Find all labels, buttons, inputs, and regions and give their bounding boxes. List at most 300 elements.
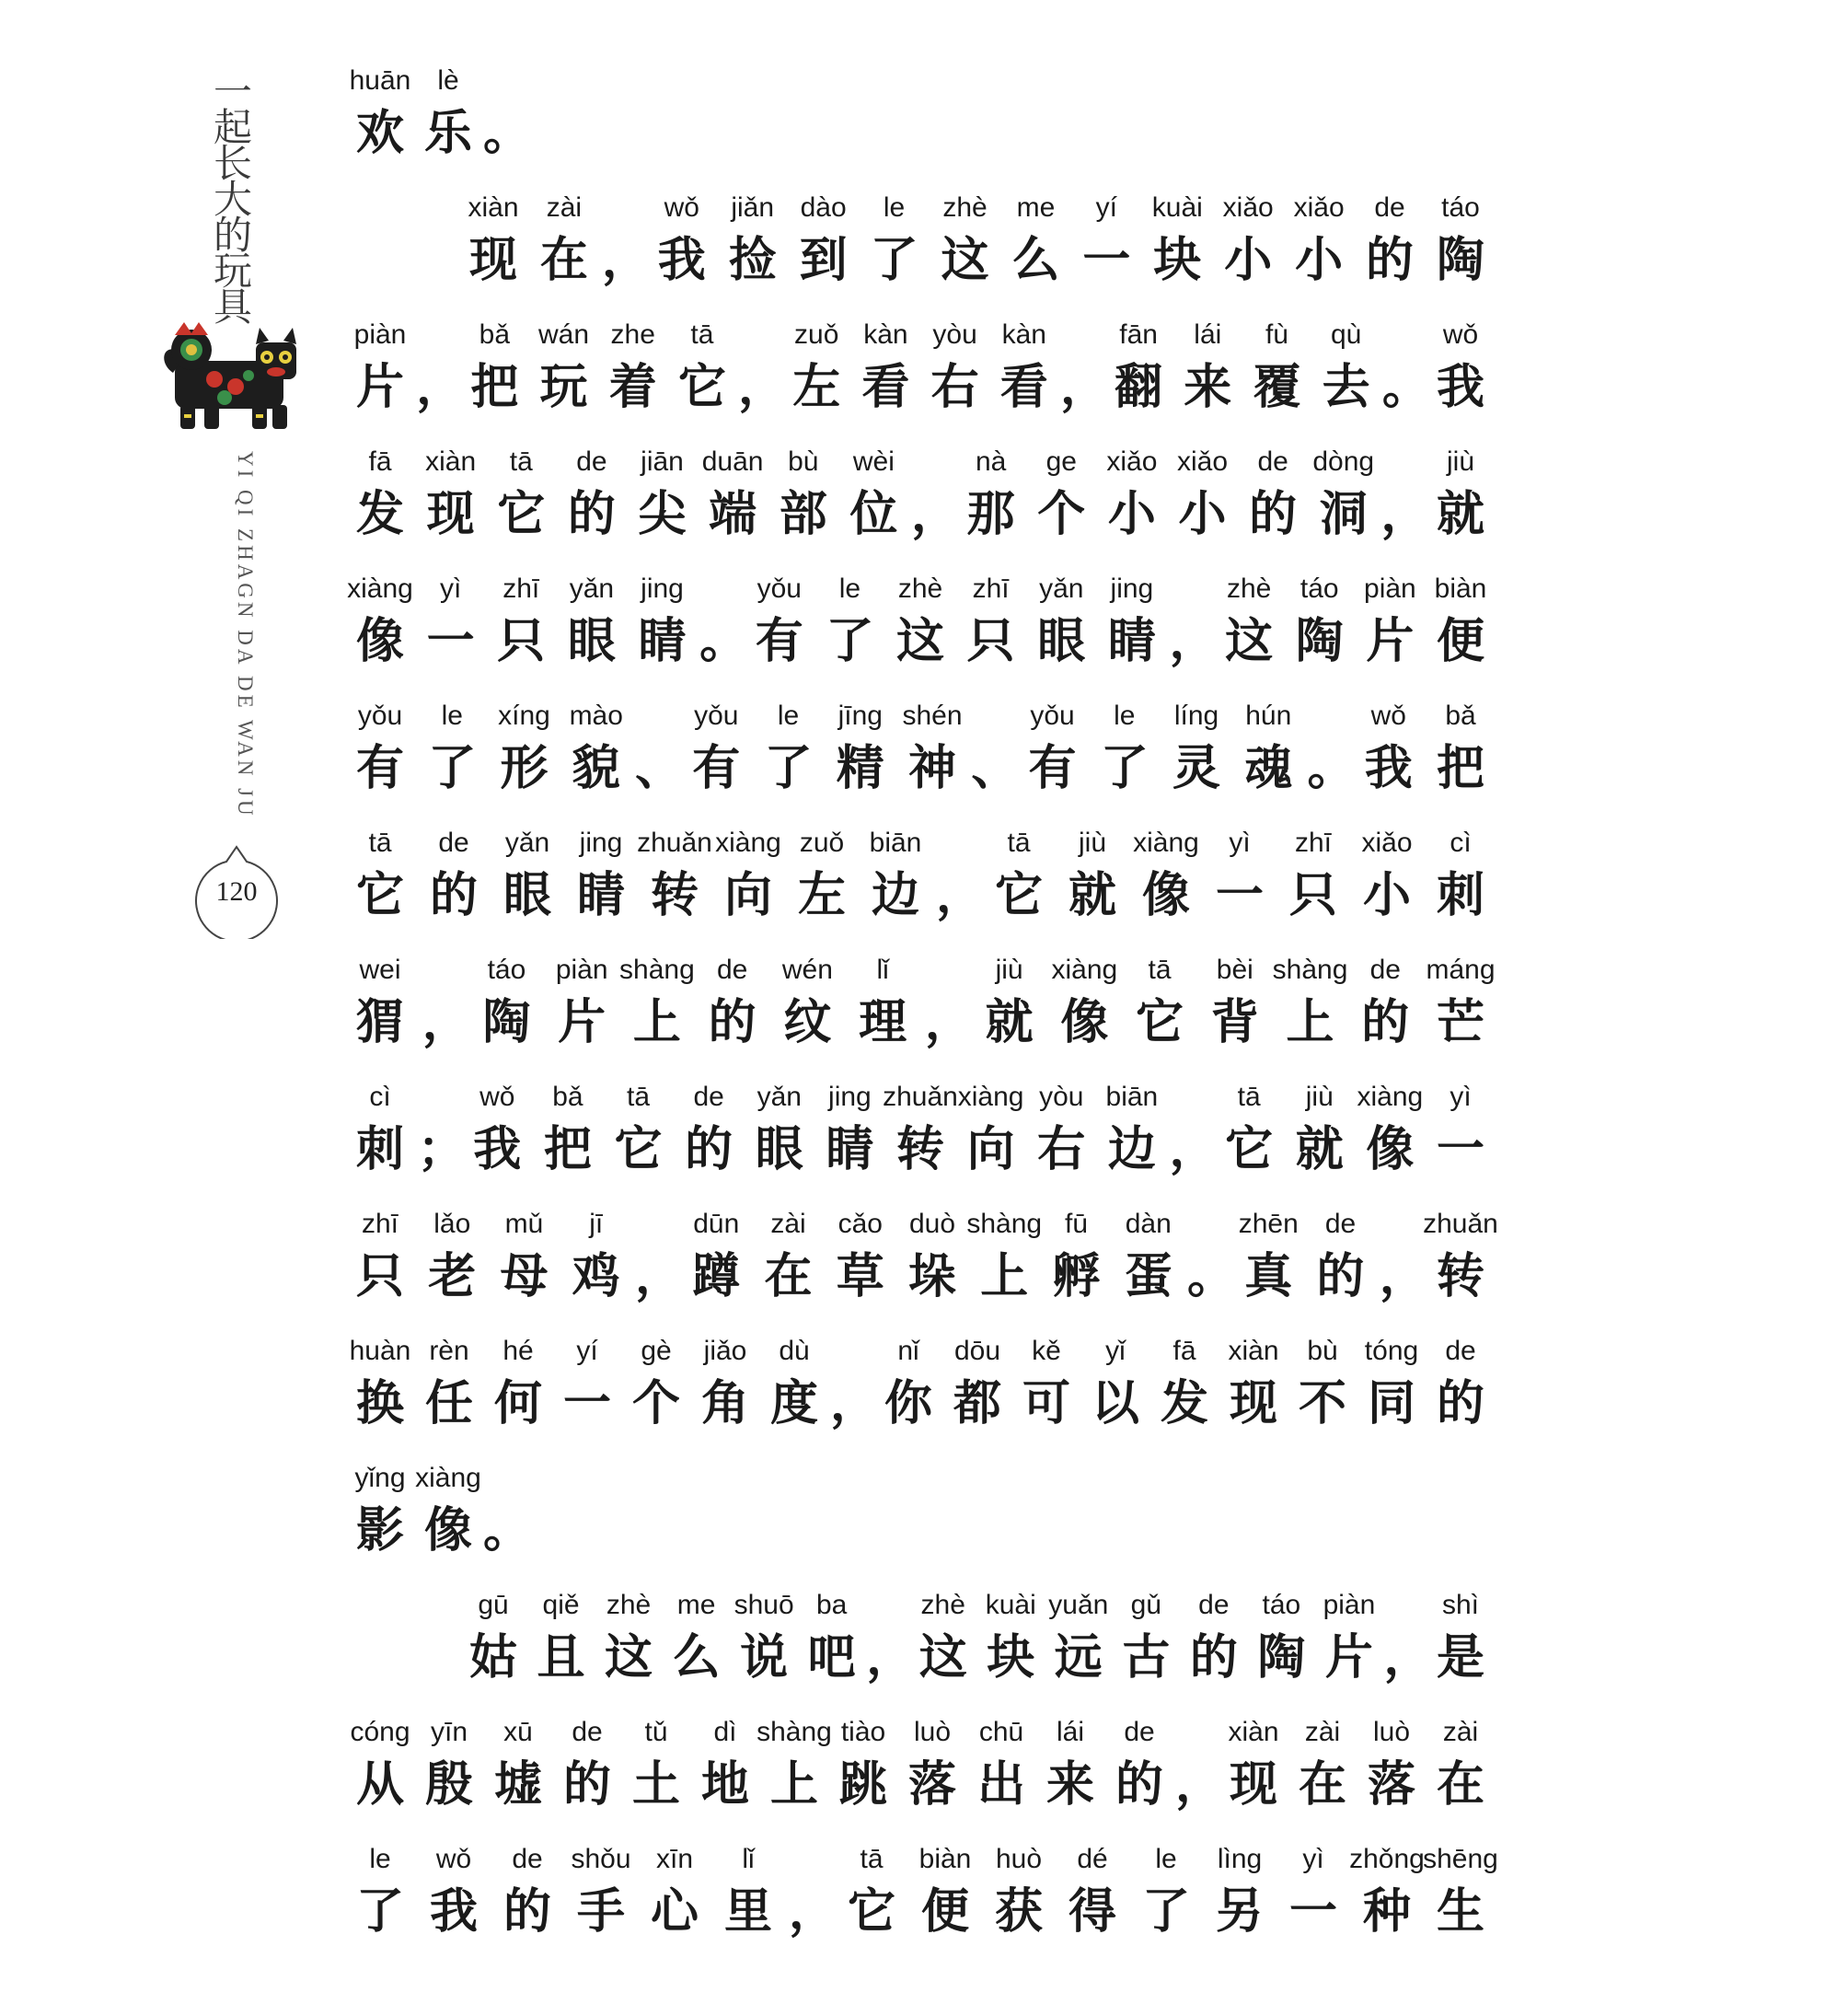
hanzi-character: 么	[672, 1630, 721, 1685]
pinyin-syllable: xiǎo	[1293, 192, 1345, 223]
hanzi-character: 发	[1160, 1376, 1209, 1431]
pinyin-syllable: yí	[1095, 192, 1118, 223]
text-line	[349, 1333, 1496, 1460]
punctuation-mark: ，	[911, 487, 960, 542]
pinyin-syllable: líng	[1173, 701, 1219, 731]
pinyin-syllable: fù	[1265, 319, 1288, 350]
pinyin-syllable: bù	[1307, 1336, 1338, 1366]
pinyin-syllable: shàng	[757, 1717, 832, 1747]
hanzi-character: 睛	[638, 614, 687, 669]
page-number-badge	[193, 828, 280, 944]
pinyin-syllable: kuài	[985, 1590, 1036, 1620]
pinyin-syllable: nǐ	[897, 1336, 919, 1366]
pinyin-syllable: dūn	[693, 1209, 740, 1239]
hanzi-character: 出	[976, 1757, 1026, 1813]
pinyin-syllable: luò	[913, 1717, 952, 1747]
pinyin-syllable: jing	[1110, 573, 1154, 604]
hanzi-character: 个	[631, 1376, 681, 1431]
page-number: 120	[215, 876, 258, 907]
pinyin-syllable: lǎo	[433, 1209, 471, 1239]
hanzi-character: 殷	[424, 1757, 474, 1813]
pinyin-syllable: bèi	[1216, 955, 1253, 985]
book-title-vertical: 一起长大的玩具	[213, 69, 252, 330]
pinyin-syllable: wǒ	[1442, 319, 1479, 350]
pinyin-syllable: yǎn	[569, 573, 615, 604]
punctuation-mark: ，	[601, 233, 650, 288]
hanzi-character: 且	[537, 1630, 585, 1685]
pinyin-syllable: tā	[1007, 828, 1031, 858]
hanzi-row	[354, 1118, 1496, 1182]
pinyin-syllable: xiàn	[1228, 1336, 1279, 1366]
hanzi-character: 角	[700, 1376, 750, 1431]
pinyin-syllable: jing	[828, 1082, 872, 1112]
pinyin-syllable: dì	[713, 1717, 737, 1747]
punctuation-mark: ；	[417, 1122, 466, 1177]
pinyin-syllable: wei	[359, 955, 401, 985]
pinyin-syllable: táo	[1441, 192, 1480, 223]
hanzi-character: 有	[1028, 741, 1077, 796]
pinyin-syllable: ge	[1045, 446, 1077, 477]
punctuation-mark: ，	[936, 868, 985, 923]
pinyin-syllable: jiù	[1305, 1082, 1334, 1112]
pinyin-syllable: shēng	[1423, 1844, 1498, 1874]
hanzi-character: 片	[1366, 614, 1415, 669]
punctuation-mark: ，	[416, 360, 465, 415]
hanzi-character: 了	[826, 614, 874, 669]
pinyin-syllable: shuō	[733, 1590, 794, 1620]
hanzi-character: 尖	[638, 487, 687, 542]
book-title-romanized: YI QI ZHAGN DA DE WAN JU	[234, 451, 257, 819]
hanzi-row	[354, 863, 1496, 928]
pinyin-syllable: zhè	[942, 192, 988, 223]
hanzi-character: 背	[1210, 995, 1259, 1050]
pinyin-syllable: jīng	[837, 701, 883, 731]
pinyin-syllable: bǎ	[479, 319, 511, 350]
hanzi-character: 陶	[1295, 614, 1344, 669]
hanzi-character: 影	[355, 1503, 405, 1558]
hanzi-character: 一	[1082, 233, 1131, 288]
hanzi-character: 的	[1115, 1757, 1164, 1813]
pinyin-syllable: bǎ	[552, 1082, 583, 1112]
pinyin-syllable: táo	[487, 955, 526, 985]
pinyin-syllable: de	[438, 828, 469, 858]
pinyin-syllable: xiàng	[957, 1082, 1024, 1112]
pinyin-syllable: xiàng	[715, 828, 781, 858]
hanzi-character: 魂	[1244, 741, 1293, 796]
pinyin-syllable: nà	[975, 446, 1007, 477]
hanzi-character: 在	[539, 233, 588, 288]
hanzi-character: 不	[1298, 1376, 1347, 1431]
hanzi-character: 远	[1054, 1630, 1103, 1685]
pinyin-syllable: kuài	[1151, 192, 1203, 223]
pinyin-syllable: tóng	[1364, 1336, 1419, 1366]
punctuation-mark: ，	[422, 995, 470, 1050]
pinyin-syllable: tā	[860, 1844, 884, 1874]
pinyin-syllable: yì	[1450, 1082, 1472, 1112]
hanzi-character: 的	[562, 1757, 612, 1813]
pinyin-syllable: zhè	[920, 1590, 965, 1620]
hanzi-character: 现	[1229, 1757, 1278, 1813]
punctuation-mark: 、	[971, 741, 1020, 796]
hanzi-row	[354, 355, 1496, 420]
hanzi-character: 种	[1362, 1884, 1412, 1940]
pinyin-syllable: hún	[1245, 701, 1292, 731]
hanzi-character: 了	[764, 741, 813, 796]
hanzi-character: 边	[1107, 1122, 1156, 1177]
hanzi-character: 说	[740, 1630, 789, 1685]
hanzi-character: 便	[920, 1884, 970, 1940]
pinyin-syllable: dòng	[1312, 446, 1375, 477]
pinyin-syllable: tā	[1148, 955, 1172, 985]
pinyin-syllable: le	[883, 192, 906, 223]
hanzi-character: 都	[953, 1376, 1002, 1431]
hanzi-character: 姑	[468, 1630, 518, 1685]
pinyin-syllable: yǒu	[757, 573, 802, 604]
pinyin-syllable: kě	[1032, 1336, 1061, 1366]
pinyin-syllable: me	[676, 1590, 716, 1620]
pinyin-syllable: zhī	[361, 1209, 399, 1239]
hanzi-row	[354, 482, 1496, 547]
pinyin-syllable: yīn	[430, 1717, 468, 1747]
hanzi-character: 另	[1215, 1884, 1265, 1940]
hanzi-character: 一	[1215, 868, 1265, 923]
pinyin-syllable: lǐ	[742, 1844, 755, 1874]
pinyin-syllable: wén	[781, 955, 833, 985]
punctuation-mark: ，	[1383, 1630, 1432, 1685]
pinyin-syllable: kàn	[1001, 319, 1046, 350]
hanzi-character: 它	[847, 1884, 896, 1940]
hanzi-character: 去	[1322, 360, 1370, 415]
pinyin-syllable: mǔ	[504, 1209, 544, 1239]
hanzi-character: 的	[1249, 487, 1298, 542]
hanzi-character: 形	[500, 741, 549, 796]
hanzi-character: 欢	[355, 106, 405, 161]
hanzi-character: 左	[792, 360, 841, 415]
hanzi-row	[354, 1880, 1496, 1944]
pinyin-syllable: hé	[502, 1336, 534, 1366]
pinyin-syllable: yǐ	[1105, 1336, 1126, 1366]
pinyin-row	[354, 952, 1496, 989]
hanzi-character: 小	[1107, 487, 1156, 542]
hanzi-character: 转	[1436, 1249, 1485, 1304]
hanzi-character: 洞	[1319, 487, 1368, 542]
hanzi-character: 手	[576, 1884, 626, 1940]
pinyin-syllable: xū	[503, 1717, 533, 1747]
hanzi-character: 母	[500, 1249, 549, 1304]
hanzi-character: 蛋	[1124, 1249, 1172, 1304]
pinyin-syllable: cì	[1450, 828, 1472, 858]
hanzi-character: 眼	[567, 614, 616, 669]
pinyin-syllable: kàn	[863, 319, 908, 350]
text-line	[354, 952, 1496, 1079]
hanzi-character: 眼	[1037, 614, 1086, 669]
punctuation-mark: ，	[789, 1884, 837, 1940]
pinyin-syllable: gǔ	[1130, 1590, 1162, 1620]
hanzi-character: 蹲	[692, 1249, 741, 1304]
hanzi-character: 像	[355, 614, 405, 669]
pinyin-syllable: xiàng	[347, 573, 413, 604]
text-line	[354, 1841, 1496, 1968]
hanzi-row	[354, 101, 1496, 166]
pinyin-syllable: duò	[908, 1209, 956, 1239]
punctuation-mark: 。	[1381, 360, 1430, 415]
hanzi-character: 的	[502, 1884, 552, 1940]
hanzi-character: 刺	[1436, 868, 1485, 923]
text-line	[349, 63, 1496, 190]
hanzi-character: 有	[355, 741, 405, 796]
hanzi-character: 理	[859, 995, 907, 1050]
pinyin-syllable: xiàn	[425, 446, 477, 477]
hanzi-character: 我	[1364, 741, 1413, 796]
pinyin-syllable: gū	[478, 1590, 509, 1620]
pinyin-syllable: biān	[869, 828, 922, 858]
hanzi-character: 的	[429, 868, 479, 923]
hanzi-character: 它	[994, 868, 1044, 923]
hanzi-character: 现	[468, 233, 518, 288]
punctuation-mark: 。	[1187, 1249, 1236, 1304]
hanzi-character: 捡	[728, 233, 777, 288]
pinyin-syllable: shǒu	[571, 1844, 631, 1874]
hanzi-character: 猬	[355, 995, 405, 1050]
hanzi-character: 小	[1224, 233, 1273, 288]
hanzi-character: 左	[797, 868, 847, 923]
pinyin-syllable: zhī	[1294, 828, 1333, 858]
pinyin-syllable: zài	[546, 192, 583, 223]
hanzi-character: 貌	[572, 741, 620, 796]
story-text	[347, 0, 1498, 2004]
pinyin-syllable: xiàng	[1051, 955, 1118, 985]
hanzi-character: 小	[1295, 233, 1344, 288]
pinyin-syllable: zhè	[606, 1590, 652, 1620]
text-line	[354, 1587, 1496, 1714]
hanzi-character: 的	[1366, 233, 1415, 288]
hanzi-character: 看	[861, 360, 910, 415]
pinyin-syllable: zài	[1304, 1717, 1341, 1747]
hanzi-character: 只	[966, 614, 1015, 669]
hanzi-character: 把	[1436, 741, 1485, 796]
hanzi-character: 块	[987, 1630, 1035, 1685]
pinyin-syllable: de	[1124, 1717, 1155, 1747]
pinyin-syllable: de	[1374, 192, 1405, 223]
punctuation-mark: ，	[1169, 1122, 1218, 1177]
hanzi-character: 边	[871, 868, 920, 923]
hanzi-character: 了	[1141, 1884, 1191, 1940]
pinyin-syllable: wǒ	[664, 192, 699, 223]
pinyin-syllable: chū	[978, 1717, 1024, 1747]
hanzi-character: 落	[1367, 1757, 1416, 1813]
hanzi-character: 它	[497, 487, 546, 542]
pinyin-syllable: yǎn	[504, 828, 550, 858]
hanzi-character: 右	[1037, 1122, 1086, 1177]
hanzi-character: 把	[470, 360, 519, 415]
hanzi-character: 你	[884, 1376, 933, 1431]
pinyin-syllable: bǎ	[1445, 701, 1476, 731]
pinyin-row	[350, 1714, 1496, 1751]
pinyin-syllable: xiǎo	[1106, 446, 1158, 477]
pinyin-syllable: duān	[701, 446, 764, 477]
hanzi-row	[354, 1626, 1496, 1690]
hanzi-character: 它	[1225, 1122, 1274, 1177]
hanzi-character: 灵	[1172, 741, 1221, 796]
punctuation-mark: ，	[635, 1249, 684, 1304]
hanzi-character: 上	[1286, 995, 1334, 1050]
hanzi-character: 它	[1136, 995, 1184, 1050]
hanzi-character: 来	[1184, 360, 1232, 415]
pinyin-syllable: jiǎn	[731, 192, 775, 223]
pinyin-syllable: xíng	[498, 701, 550, 731]
pinyin-syllable: jiù	[995, 955, 1023, 985]
pinyin-syllable: de	[572, 1717, 603, 1747]
hanzi-character: 向	[966, 1122, 1015, 1177]
pinyin-row	[354, 1841, 1496, 1878]
pinyin-syllable: yǎn	[1039, 573, 1084, 604]
hanzi-character: 了	[1100, 741, 1149, 796]
text-line	[354, 317, 1496, 444]
hanzi-character: 上	[980, 1249, 1029, 1304]
text-line	[354, 1206, 1496, 1333]
pinyin-syllable: piàn	[1364, 573, 1416, 604]
pinyin-row	[354, 698, 1496, 735]
pinyin-syllable: xiàng	[1357, 1082, 1424, 1112]
hanzi-character: 向	[723, 868, 773, 923]
text-line	[354, 190, 1496, 317]
punctuation-mark: ，	[1379, 1249, 1427, 1304]
pinyin-syllable: yǒu	[357, 701, 403, 731]
pinyin-syllable: le	[1114, 701, 1136, 731]
hanzi-character: 了	[355, 1884, 405, 1940]
pinyin-syllable: xīn	[655, 1844, 694, 1874]
hanzi-character: 刺	[355, 1122, 405, 1177]
pinyin-syllable: zhè	[1226, 573, 1272, 604]
pinyin-syllable: zhēn	[1238, 1209, 1299, 1239]
hanzi-character: 像	[1366, 1122, 1415, 1177]
pinyin-syllable: de	[1257, 446, 1288, 477]
hanzi-character: 同	[1367, 1376, 1416, 1431]
pinyin-syllable: zhī	[502, 573, 540, 604]
hanzi-character: 它	[677, 360, 726, 415]
pinyin-syllable: shàng	[1272, 955, 1348, 985]
pinyin-syllable: tǔ	[644, 1717, 668, 1747]
hanzi-character: 着	[608, 360, 657, 415]
pinyin-syllable: biān	[1105, 1082, 1159, 1112]
hanzi-character: 像	[1060, 995, 1109, 1050]
pinyin-syllable: shén	[902, 701, 963, 731]
pinyin-syllable: yòu	[932, 319, 977, 350]
hanzi-character: 睛	[826, 1122, 874, 1177]
pinyin-syllable: huàn	[349, 1336, 411, 1366]
pinyin-syllable: xiàng	[1133, 828, 1199, 858]
hanzi-character: 它	[614, 1122, 663, 1177]
pinyin-syllable: yǒu	[1030, 701, 1075, 731]
hanzi-character: 落	[907, 1757, 957, 1813]
hanzi-character: 部	[779, 487, 827, 542]
pinyin-syllable: jiǎo	[703, 1336, 747, 1366]
hanzi-character: 换	[355, 1376, 405, 1431]
pinyin-row	[354, 317, 1496, 353]
pinyin-syllable: fā	[368, 446, 392, 477]
hanzi-character: 来	[1045, 1757, 1095, 1813]
hanzi-character: 获	[994, 1884, 1044, 1940]
pinyin-syllable: tā	[626, 1082, 651, 1112]
pinyin-syllable: máng	[1426, 955, 1496, 985]
pinyin-row	[349, 1333, 1496, 1370]
punctuation-mark: ，	[924, 995, 973, 1050]
pinyin-syllable: dàn	[1125, 1209, 1172, 1239]
pinyin-syllable: piàn	[555, 955, 608, 985]
hanzi-character: 在	[1298, 1757, 1347, 1813]
hanzi-character: 纹	[783, 995, 832, 1050]
punctuation-mark: ，	[866, 1630, 915, 1685]
hanzi-character: 从	[355, 1757, 405, 1813]
pinyin-syllable: xiàn	[1228, 1717, 1279, 1747]
hanzi-character: 我	[1436, 360, 1485, 415]
hanzi-character: 神	[907, 741, 957, 796]
pinyin-row	[354, 1587, 1496, 1624]
pinyin-syllable: xiàn	[468, 192, 519, 223]
hanzi-character: 片	[1324, 1630, 1373, 1685]
hanzi-character: 以	[1091, 1376, 1140, 1431]
hanzi-row	[354, 736, 1496, 801]
punctuation-mark: ，	[1175, 1757, 1224, 1813]
pinyin-syllable: dōu	[953, 1336, 1001, 1366]
pinyin-syllable: yòu	[1039, 1082, 1084, 1112]
pinyin-syllable: yí	[576, 1336, 598, 1366]
pinyin-row	[354, 825, 1496, 862]
pinyin-syllable: de	[1445, 1336, 1476, 1366]
pinyin-syllable: piàn	[353, 319, 407, 350]
hanzi-character: 这	[605, 1630, 653, 1685]
pinyin-syllable: me	[1016, 192, 1056, 223]
hanzi-character: 那	[966, 487, 1015, 542]
hanzi-character: 有	[692, 741, 741, 796]
pinyin-syllable: zhe	[610, 319, 655, 350]
pinyin-row	[349, 63, 1496, 99]
pinyin-syllable: piàn	[1322, 1590, 1376, 1620]
hanzi-character: 是	[1436, 1630, 1485, 1685]
pinyin-syllable: yì	[1229, 828, 1251, 858]
hanzi-character: 陶	[1257, 1630, 1306, 1685]
pinyin-syllable: cǎo	[837, 1209, 883, 1239]
pinyin-syllable: xiǎo	[1176, 446, 1229, 477]
pinyin-syllable: zuǒ	[799, 828, 845, 858]
pinyin-syllable: tā	[1237, 1082, 1261, 1112]
pinyin-syllable: dù	[779, 1336, 810, 1366]
hanzi-character: 像	[1141, 868, 1191, 923]
hanzi-character: 块	[1153, 233, 1202, 288]
hanzi-character: 有	[755, 614, 803, 669]
pinyin-syllable: xiàng	[415, 1463, 481, 1493]
pinyin-row	[354, 190, 1496, 226]
pinyin-syllable: zài	[770, 1209, 806, 1239]
punctuation-mark: ，	[1380, 487, 1429, 542]
pinyin-syllable: wèi	[852, 446, 895, 477]
hanzi-character: 在	[1436, 1757, 1485, 1813]
pinyin-syllable: le	[777, 701, 800, 731]
pinyin-syllable: zhǒng	[1349, 1844, 1425, 1874]
hanzi-character: 位	[849, 487, 898, 542]
pinyin-syllable: fā	[1172, 1336, 1196, 1366]
hanzi-character: 古	[1122, 1630, 1171, 1685]
pinyin-syllable: zhī	[972, 573, 1010, 604]
hanzi-character: 真	[1244, 1249, 1293, 1304]
pinyin-syllable: yǐng	[354, 1463, 406, 1493]
pinyin-syllable: le	[369, 1844, 391, 1874]
pinyin-syllable: luò	[1372, 1717, 1411, 1747]
punctuation-mark: ，	[830, 1376, 879, 1431]
pinyin-syllable: wǒ	[435, 1844, 472, 1874]
hanzi-character: 睛	[1107, 614, 1156, 669]
hanzi-character: 的	[708, 995, 757, 1050]
